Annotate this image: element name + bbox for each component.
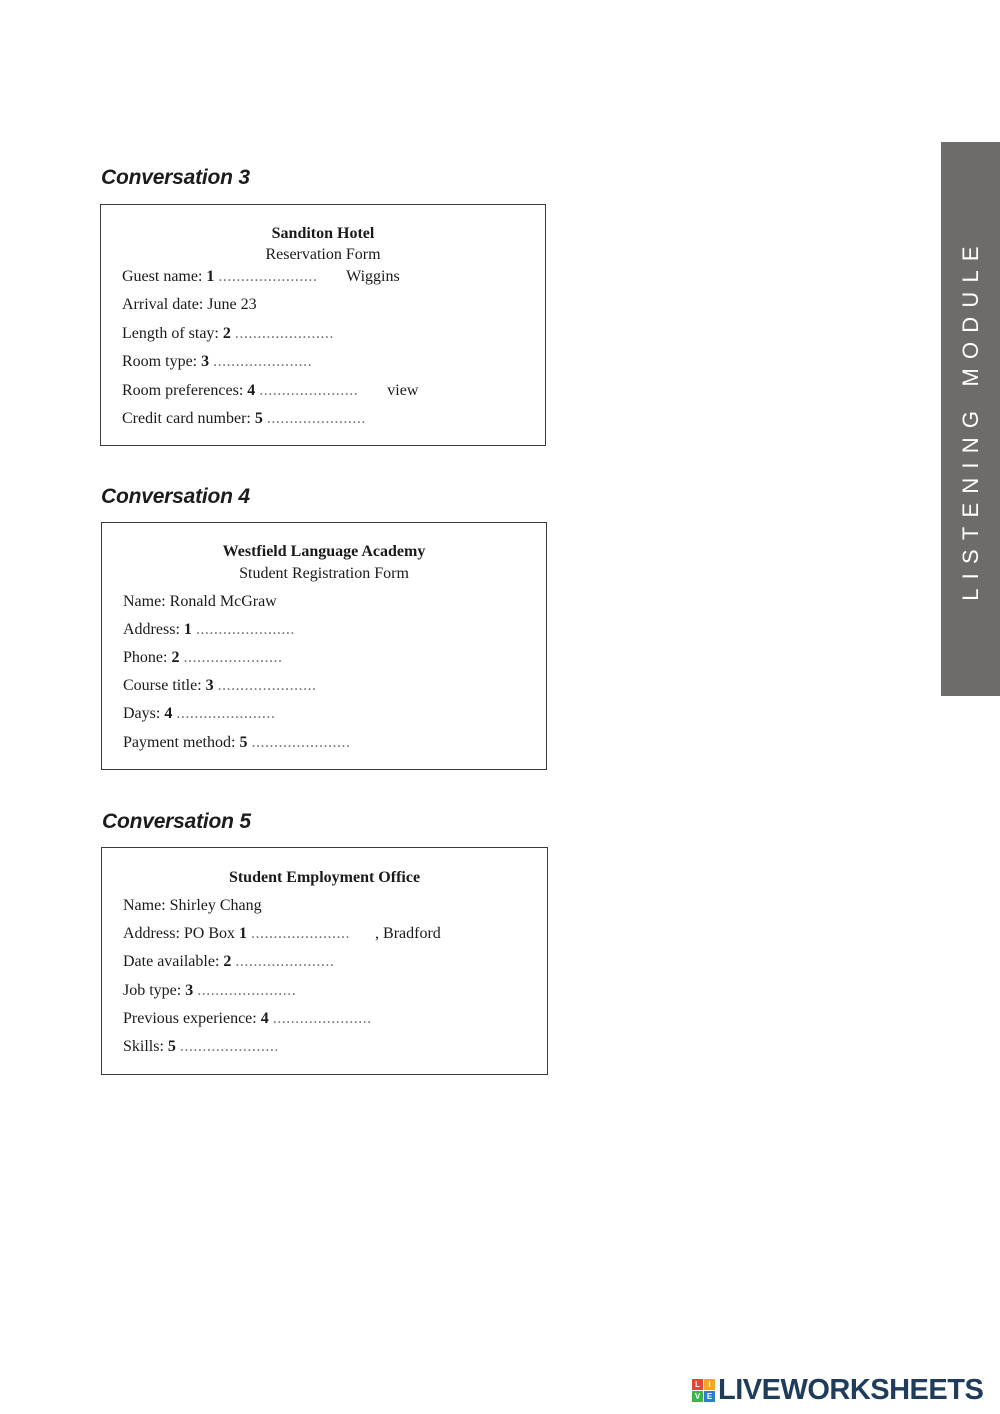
field-previous-experience: Previous experience: 4 ...................... <box>123 1010 397 1028</box>
form-title: Westfield Language Academy <box>222 543 426 560</box>
answer-input-c5-1[interactable] <box>251 925 375 943</box>
field-name: Name: Shirley Chang <box>123 897 262 914</box>
answer-input-c4-3[interactable] <box>218 677 342 695</box>
answer-input-c5-3[interactable] <box>197 982 321 1000</box>
field-address: Address: 1 ...................... <box>123 621 320 639</box>
conversation-5-heading: Conversation 5 <box>102 810 251 833</box>
answer-input-c4-2[interactable] <box>183 649 307 667</box>
form-title: Student Employment Office <box>228 869 421 886</box>
liveworksheets-logo-icon: L I V E <box>692 1379 715 1402</box>
answer-input-c4-5[interactable] <box>251 734 375 752</box>
conversation-3-heading: Conversation 3 <box>101 166 250 189</box>
sanditon-hotel-form <box>100 204 546 446</box>
field-phone: Phone: 2 ...................... <box>123 649 307 667</box>
field-name: Name: Ronald McGraw <box>123 593 277 610</box>
listening-module-tab <box>941 142 1000 696</box>
answer-input-c5-5[interactable] <box>180 1038 304 1056</box>
field-payment-method: Payment method: 5 ...................... <box>123 734 375 752</box>
answer-input-c5-4[interactable] <box>273 1010 397 1028</box>
answer-input-c5-2[interactable] <box>235 953 359 971</box>
side-tab-label: LISTENING MODULE <box>957 237 983 601</box>
field-days: Days: 4 ...................... <box>123 705 300 723</box>
answer-input-c3-3[interactable] <box>213 353 337 371</box>
answer-input-c3-1[interactable] <box>218 268 342 286</box>
westfield-academy-form <box>101 522 547 770</box>
field-guest-name: Guest name: 1 ...................... Wiggins <box>122 268 400 286</box>
answer-input-c3-2[interactable] <box>235 325 359 343</box>
conversation-4-heading: Conversation 4 <box>101 485 250 508</box>
liveworksheets-brand <box>692 1374 983 1406</box>
field-arrival-date: Arrival date: June 23 <box>122 296 257 313</box>
answer-input-c4-1[interactable] <box>196 621 320 639</box>
field-room-preferences: Room preferences: 4 ...................... view <box>122 382 418 400</box>
field-course-title: Course title: 3 ...................... <box>123 677 342 695</box>
answer-input-c3-5[interactable] <box>267 410 391 428</box>
form-title: Sanditon Hotel <box>271 225 375 242</box>
answer-input-c4-4[interactable] <box>176 705 300 723</box>
field-address: Address: PO Box 1 ...................... , Bradford <box>123 925 441 943</box>
answer-input-c3-4[interactable] <box>259 382 383 400</box>
field-skills: Skills: 5 ...................... <box>123 1038 304 1056</box>
field-room-type: Room type: 3 ...................... <box>122 353 337 371</box>
field-date-available: Date available: 2 ...................... <box>123 953 359 971</box>
student-employment-form <box>101 847 548 1075</box>
field-credit-card-number: Credit card number: 5 ...................... <box>122 410 391 428</box>
form-subtitle: Reservation Form <box>265 246 381 263</box>
field-job-type: Job type: 3 ...................... <box>123 982 321 1000</box>
brand-text: LIVEWORKSHEETS <box>718 1373 984 1406</box>
field-length-of-stay: Length of stay: 2 ...................... <box>122 325 359 343</box>
form-subtitle: Student Registration Form <box>239 565 409 582</box>
